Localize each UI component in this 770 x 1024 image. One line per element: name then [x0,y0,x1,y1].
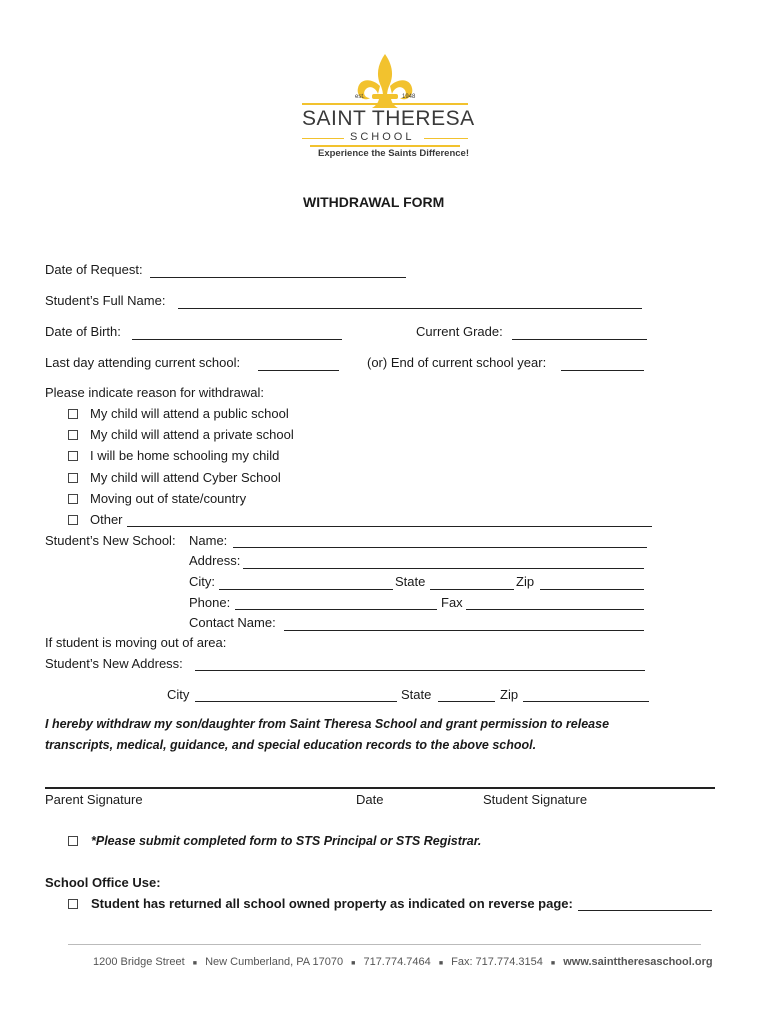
student-full-name-field[interactable] [178,308,642,309]
logo-school: SCHOOL [350,131,415,143]
new-school-state-field[interactable] [430,589,514,590]
reason-option-public[interactable]: My child will attend a public school [68,406,289,421]
footer-city: New Cumberland, PA 17070 [205,956,344,968]
new-school-address-label: Address: [189,553,241,568]
footer-website[interactable]: www.sainttheresaschool.org [563,956,713,968]
new-school-city-field[interactable] [219,589,393,590]
footer-divider [68,944,701,945]
date-of-birth-field[interactable] [132,339,342,340]
office-use-heading: School Office Use: [45,875,161,890]
new-school-fax-field[interactable] [466,609,644,610]
footer-bullet-icon: ■ [438,960,444,967]
date-of-request-field[interactable] [150,277,406,278]
date-of-birth-label: Date of Birth: [45,324,121,339]
new-school-fax-label: Fax [441,595,463,610]
new-school-zip-label: Zip [516,574,535,589]
last-day-field[interactable] [258,370,339,371]
new-school-address-field[interactable] [243,568,644,569]
other-reason-field[interactable] [127,526,652,527]
new-school-name-label: Name: [189,533,228,548]
footer-address: 1200 Bridge Street [93,956,185,968]
logo-est-label: est. [355,94,365,100]
footer-bullet-icon: ■ [550,960,556,967]
reason-option-private[interactable]: My child will attend a private school [68,427,294,442]
new-school-phone-label: Phone: [189,595,231,610]
checkbox-icon[interactable] [68,494,78,504]
new-address-field[interactable] [195,670,645,671]
current-grade-label: Current Grade: [416,324,503,339]
submit-note: *Please submit completed form to STS Principal or STS Registrar. [68,834,481,848]
date-of-request-label: Date of Request: [45,262,143,277]
reason-option-other[interactable]: Other [68,512,123,527]
new-school-city-label: City: [189,574,215,589]
last-day-label: Last day attending current school: [45,355,241,370]
checkbox-icon[interactable] [68,430,78,440]
new-school-state-label: State [395,574,426,589]
checkbox-icon[interactable] [68,899,78,909]
date-signature-label: Date [356,792,384,807]
checkbox-icon[interactable] [68,473,78,483]
moving-label: If student is moving out of area: [45,635,227,650]
logo-name: SAINT THERESA [302,107,475,130]
new-school-phone-field[interactable] [235,609,437,610]
checkbox-icon[interactable] [68,409,78,419]
new-school-name-field[interactable] [233,547,647,548]
property-returned-item[interactable]: Student has returned all school owned property as indicated on reverse page: [68,896,573,911]
moving-zip-field[interactable] [523,701,649,702]
logo-tagline: Experience the Saints Difference! [318,148,469,159]
reason-option-moving[interactable]: Moving out of state/country [68,491,246,506]
form-title: WITHDRAWAL FORM [303,194,445,210]
logo-year: 1948 [402,94,416,100]
student-full-name-label: Student’s Full Name: [45,293,166,308]
signature-line[interactable] [45,787,715,789]
checkbox-icon[interactable] [68,451,78,461]
moving-zip-label: Zip [500,687,519,702]
reason-heading: Please indicate reason for withdrawal: [45,385,264,400]
checkbox-icon[interactable] [68,836,78,846]
reason-option-home[interactable]: I will be home schooling my child [68,448,279,463]
new-school-zip-field[interactable] [540,589,644,590]
new-school-contact-label: Contact Name: [189,615,276,630]
reason-option-cyber[interactable]: My child will attend Cyber School [68,470,281,485]
new-school-contact-field[interactable] [284,630,644,631]
footer-bullet-icon: ■ [351,960,356,967]
moving-state-label: State [401,687,432,702]
footer-phone: 717.774.7464 [363,956,431,968]
student-signature-label: Student Signature [483,792,588,807]
end-of-year-label: (or) End of current school year: [367,355,547,370]
statement-line-2: transcripts, medical, guidance, and special education records to the above school. [45,738,537,752]
property-returned-field[interactable] [578,910,712,911]
footer-bullet-icon: ■ [192,960,198,967]
statement-line-1: I hereby withdraw my son/daughter from Saint Theresa School and grant permission to release [45,717,610,731]
footer-fax: Fax: 717.774.3154 [451,956,543,968]
parent-signature-label: Parent Signature [45,792,143,807]
moving-city-field[interactable] [195,701,397,702]
fleur-de-lis-icon [350,52,420,110]
moving-city-label: City [167,687,190,702]
footer [93,956,713,968]
current-grade-field[interactable] [512,339,647,340]
end-of-year-field[interactable] [561,370,644,371]
new-address-label: Student’s New Address: [45,656,183,671]
checkbox-icon[interactable] [68,515,78,525]
moving-state-field[interactable] [438,701,495,702]
new-school-label: Student’s New School: [45,533,176,548]
